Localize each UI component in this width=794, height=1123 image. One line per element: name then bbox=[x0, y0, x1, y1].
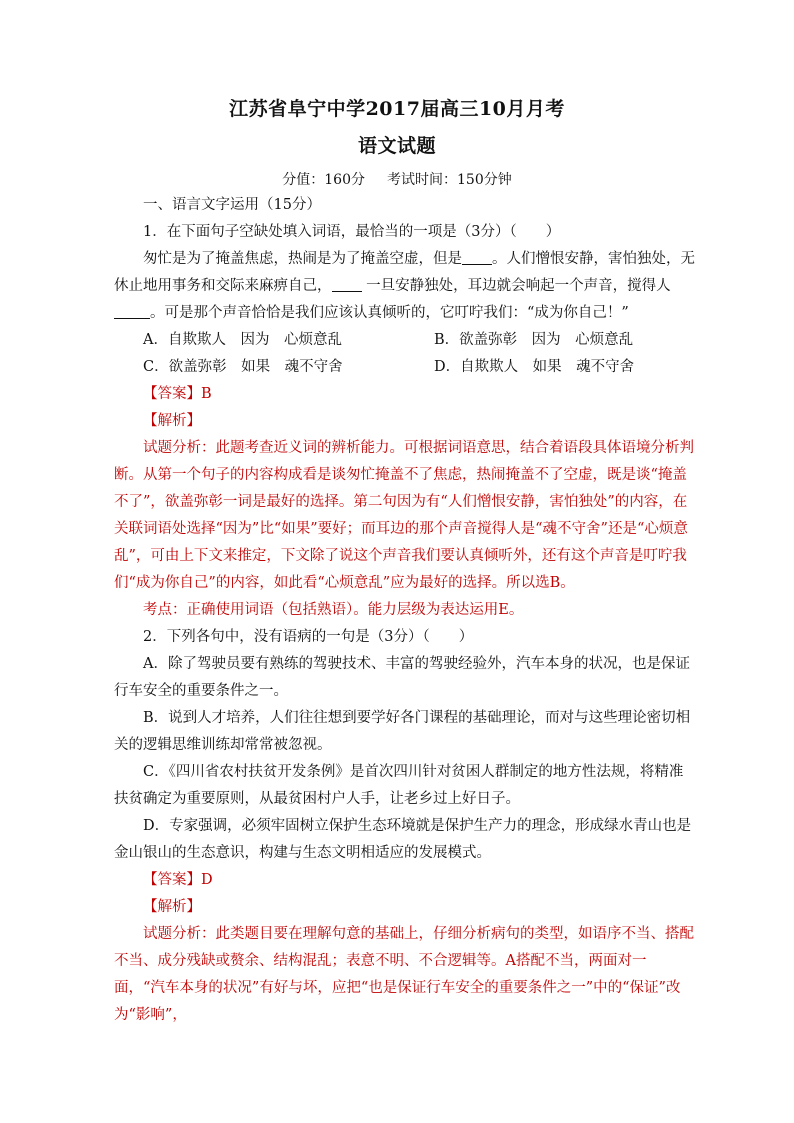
question-1-answer: 【答案】B bbox=[143, 386, 212, 402]
question-2-analysis-label: 【解析】 bbox=[143, 899, 201, 915]
document-subtitle: 语文试题 bbox=[357, 135, 436, 157]
question-1-analysis-label: 【解析】 bbox=[143, 413, 201, 429]
question-2-option-c: C．《四川省农村扶贫开发条例》是首次四川针对贫困人群制定的地方性法规，将精准扶贫确定为重要原则，从最贫困村户人手，让老乡过上好日子。 bbox=[114, 764, 684, 807]
document-title: 江苏省阜宁中学2017届高三10月月考 bbox=[229, 98, 565, 120]
question-1-options-row-2 bbox=[114, 354, 696, 381]
option-b: B．欲盖弥彰 因为 心烦意乱 bbox=[434, 332, 634, 348]
question-2-option-d: D．专家强调，必须牢固树立保护生态环境就是保护生产力的理念，形成绿水青山也是金山银山的生态意识，构建与生态文明相适应的发展模式。 bbox=[114, 818, 692, 861]
question-1-kaodian: 考点：正确使用词语（包括熟语）。能力层级为表达运用E。 bbox=[143, 602, 524, 618]
blank-3 bbox=[114, 304, 150, 319]
exam-meta bbox=[0, 169, 794, 189]
question-2-answer: 【答案】D bbox=[143, 872, 213, 888]
option-c: C．欲盖弥彰 如果 魂不守舍 bbox=[143, 359, 343, 375]
question-1-stem: 1．在下面句子空缺处填入词语，最恰当的一项是（3分）（ ） bbox=[143, 224, 561, 240]
question-2-option-b: B．说到人才培养，人们往往想到要学好各门课程的基础理论，而对与这些理论密切相关的逻辑思维训练却常常被忽视。 bbox=[114, 710, 691, 753]
question-2-option-a: A．除了驾驶员要有熟练的驾驶技术、丰富的驾驶经验外，汽车本身的状况，也是保证行车安全的重要条件之一。 bbox=[114, 656, 690, 699]
question-1-passage: 匆忙是为了掩盖焦虑，热闹是为了掩盖空虚，但是 。人们憎恨安静，害怕独处，无休止地用事务和交际来麻痹自己， 一旦安静独处，耳边就会响起一个声音，搅得人。可是那个声音恰恰是我们应该认真倾听的，它叮咛我们：“成为你自己！” bbox=[114, 251, 695, 321]
time-info: 考试时间：150分钟 bbox=[387, 172, 512, 188]
question-1-analysis: 试题分析：此题考查近义词的辨析能力。可根据词语意思，结合着语段具体语境分析判断。从第一个句子的内容构成看是谈匆忙掩盖不了焦虑，热闹掩盖不了空虚，既是谈“掩盖不了”，欲盖弥彰一词是最好的选择。第二句因为有“人们憎恨安静，害怕独处”的内容，在关联词语处选择“因为”比“如果”要好；而耳边的那个声音搅得人是“魂不守舍”还是“心烦意乱”，可由上下文来推定，下文除了说这个声音我们要认真倾听外，还有这个声音是叮咛我们“成为你自己”的内容，如此看“心烦意乱”应为最好的选择。所以选B。 bbox=[114, 440, 694, 591]
option-a: A．自欺欺人 因为 心烦意乱 bbox=[143, 332, 342, 348]
blank-2 bbox=[332, 277, 362, 292]
question-1-options-row-1 bbox=[114, 327, 696, 354]
section-heading: 一、语言文字运用（15分） bbox=[143, 197, 321, 213]
blank-1 bbox=[462, 250, 492, 265]
score-info: 分值：160分 bbox=[282, 172, 365, 188]
document-body bbox=[114, 192, 696, 1029]
option-d: D．自欺欺人 如果 魂不守舍 bbox=[434, 359, 635, 375]
question-2-stem: 2．下列各句中，没有语病的一句是（3分）（ ） bbox=[143, 629, 474, 645]
question-2-analysis: 试题分析：此类题目要在理解句意的基础上，仔细分析病句的类型，如语序不当、搭配不当、成分残缺或赘余、结构混乱；表意不明、不合逻辑等。A搭配不当，两面对一面，“汽车本身的状况”有好与坏，应把“也是保证行车安全的重要条件之一”中的“保证”改为“影响”， bbox=[114, 926, 694, 1023]
